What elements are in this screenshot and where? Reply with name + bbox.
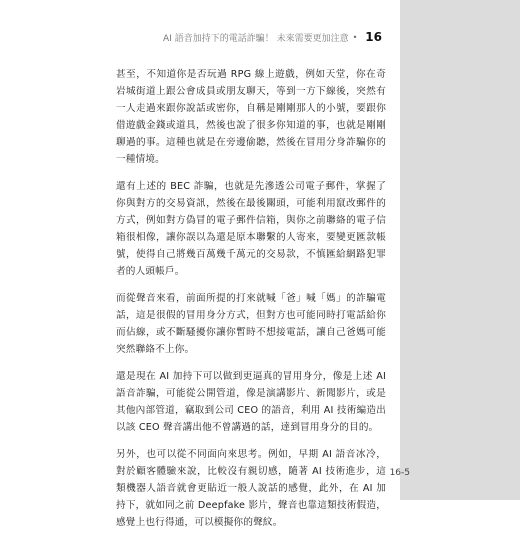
side-margin-band [400,0,520,500]
paragraph-1: 甚至，不知道你是否玩過 RPG 線上遊戲，例如天堂，你在奇岩城街道上跟公會成員或朋友聊天，等到一方下線後，突然有一人走過來跟你說話或密你，自稱是剛剛那人的小號，要跟你借遊戲金錢或道具，然後也說了很多你知道的事，也就是剛剛聊過的事。這種也就是在旁邊偷聽，然後在冒用分身詐騙你的一種情境。 [116,69,386,165]
header-separator: • [352,32,358,42]
paragraph-2: 還有上述的 BEC 詐騙，也就是先滲透公司電子郵件，掌握了你與對方的交易資訊，然後在最後關頭，可能利用竄改郵件的方式，例如對方偽冒的電子郵件信箱，與你之前聯絡的電子信箱很相像，讓你誤以為還是原本聯繫的人寄來，要變更匯款帳號，使得自己將幾百萬幾千萬元的交易款，不慎匯給網路犯罪者的人頭帳戶。 [116,181,386,277]
page-number: 16-5 [389,468,410,478]
header-title: AI 語音加持下的電話詐騙！ 未來需要更加注意 [163,33,349,44]
paragraph-3: 而從聲音來看，前面所提的打來就喊「爸」喊「媽」的詐騙電話，這是很假的冒用身分方式，但對方也可能同時打電話給你而佔線，或不斷騷擾你讓你暫時不想接電話，讓自己爸媽可能突然聯絡不上你。 [116,293,386,355]
paragraph-5: 另外，也可以從不同面向來思考。例如，早期 AI 語音冰冷，對於顧客體驗來說，比較沒有親切感，隨著 AI 技術進步，這類機器人語音就會更貼近一般人說話的感覺，此外，在 AI 加持下，就如同之前 Deepfake 影片，聲音也靠這類技術假造，感覺上也行得通，可以模擬你的聲紋。 [116,449,386,528]
paragraph-4: 還是現在 AI 加持下可以做到更逼真的冒用身分，像是上述 AI 語音詐騙，可能從公開管道，像是演講影片、新聞影片，或是其他內部管道，竊取到公司 CEO 的語音，利用 AI 技術編造出以該 CEO 聲音講出他不曾講過的話，達到冒用身分的目的。 [116,371,386,433]
chapter-number: 16 [365,30,382,44]
running-header [0,29,400,45]
body-text [116,66,386,541]
